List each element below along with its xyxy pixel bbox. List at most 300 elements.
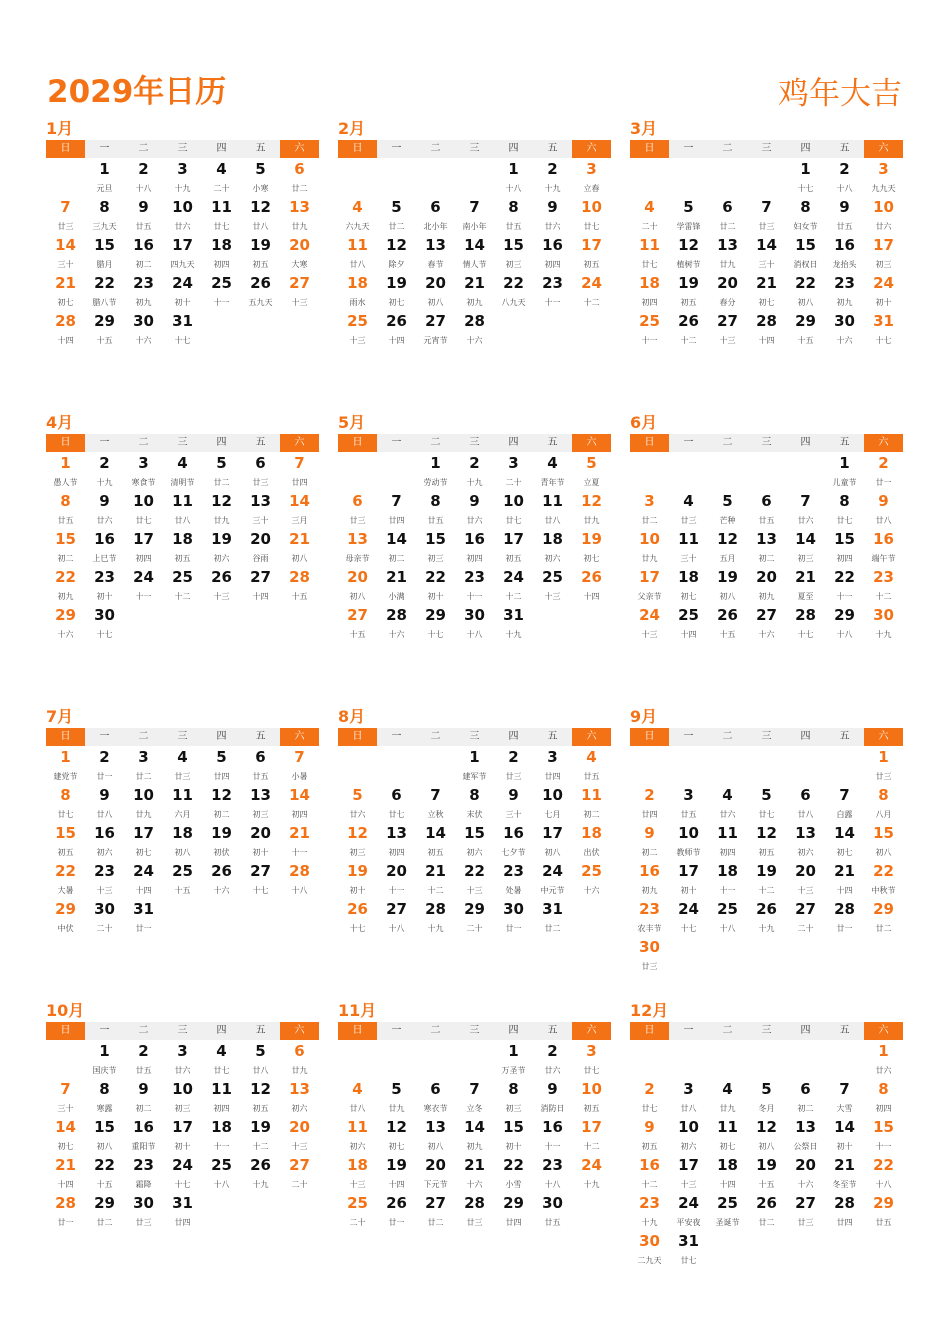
day-cell [163, 529, 202, 567]
day-cell [85, 273, 124, 311]
day-cell [825, 899, 864, 937]
month-title: 12月 [630, 1001, 669, 1020]
day-cell [46, 453, 85, 491]
weekday-label: 三 [747, 434, 786, 452]
day-cell [85, 311, 124, 349]
lunar-label: 三十 [252, 516, 269, 525]
empty-cell [825, 747, 864, 785]
day-grid [338, 1041, 612, 1231]
lunar-label: 春分 [719, 298, 736, 307]
day-number: 12 [347, 824, 368, 842]
day-number: 8 [430, 492, 441, 510]
day-cell [280, 1117, 319, 1155]
month-block [630, 706, 904, 975]
lunar-label: 初三 [427, 554, 444, 563]
lunar-label: 十七 [680, 924, 697, 933]
day-number: 16 [464, 530, 485, 548]
day-number: 13 [250, 786, 271, 804]
day-cell [533, 823, 572, 861]
day-cell [338, 273, 377, 311]
day-cell [455, 747, 494, 785]
day-cell [416, 785, 455, 823]
day-number: 6 [391, 786, 402, 804]
lunar-label: 廿九 [213, 516, 230, 525]
day-number: 9 [138, 1080, 149, 1098]
lunar-label: 廿六 [797, 516, 814, 525]
day-number: 4 [722, 1080, 733, 1098]
day-cell [338, 1155, 377, 1193]
weekday-label: 五 [533, 140, 572, 158]
day-number: 22 [425, 568, 446, 586]
day-number: 18 [717, 862, 738, 880]
day-cell [416, 1155, 455, 1193]
weekday-label: 六 [572, 434, 611, 452]
weekday-label: 日 [630, 728, 669, 746]
lunar-label: 植树节 [676, 260, 701, 269]
weekday-label: 三 [455, 1022, 494, 1040]
day-cell [669, 197, 708, 235]
day-number: 1 [800, 160, 811, 178]
day-number: 22 [795, 274, 816, 292]
day-cell [46, 605, 85, 643]
lunar-label: 元旦 [96, 184, 113, 193]
lunar-label: 二十 [466, 924, 483, 933]
day-cell [124, 1117, 163, 1155]
day-number: 3 [586, 160, 597, 178]
day-number: 7 [294, 748, 305, 766]
lunar-label: 国庆节 [92, 1066, 117, 1075]
day-number: 8 [99, 198, 110, 216]
day-number: 12 [250, 1080, 271, 1098]
lunar-label: 初二 [213, 810, 230, 819]
lunar-label: 廿五 [875, 1218, 892, 1227]
day-number: 4 [644, 198, 655, 216]
day-cell [124, 273, 163, 311]
day-number: 31 [503, 606, 524, 624]
day-number: 30 [133, 312, 154, 330]
lunar-label: 七月 [544, 810, 561, 819]
day-cell [202, 1155, 241, 1193]
lunar-label: 廿六 [466, 516, 483, 525]
day-number: 21 [756, 274, 777, 292]
day-number: 21 [464, 274, 485, 292]
day-cell [630, 1155, 669, 1193]
lunar-label: 廿七 [505, 516, 522, 525]
lunar-label: 廿四 [291, 478, 308, 487]
month-title: 2月 [338, 119, 366, 138]
weekday-label: 日 [338, 1022, 377, 1040]
lunar-label: 寒衣节 [423, 1104, 448, 1113]
day-number: 7 [839, 786, 850, 804]
day-number: 19 [386, 274, 407, 292]
day-cell [786, 197, 825, 235]
day-cell [280, 861, 319, 899]
day-cell [124, 1193, 163, 1231]
day-cell [669, 1231, 708, 1269]
day-number: 19 [756, 862, 777, 880]
day-number: 20 [250, 824, 271, 842]
lunar-label: 初二 [797, 1104, 814, 1113]
lunar-label: 廿七 [641, 1104, 658, 1113]
day-number: 13 [250, 492, 271, 510]
lunar-label: 母亲节 [345, 554, 370, 563]
day-number: 27 [347, 606, 368, 624]
day-cell [124, 899, 163, 937]
day-number: 10 [873, 198, 894, 216]
day-number: 18 [542, 530, 563, 548]
weekday-label: 三 [747, 140, 786, 158]
month-block [338, 118, 612, 349]
weekday-label: 一 [85, 1022, 124, 1040]
day-number: 31 [542, 900, 563, 918]
lunar-label: 十四 [57, 336, 74, 345]
lunar-label: 初五 [758, 848, 775, 857]
day-number: 8 [508, 1080, 519, 1098]
day-cell [669, 605, 708, 643]
empty-cell [747, 159, 786, 197]
lunar-label: 十八 [544, 1180, 561, 1189]
day-number: 26 [250, 274, 271, 292]
lunar-label: 十一 [544, 298, 561, 307]
day-cell [455, 605, 494, 643]
day-number: 6 [430, 198, 441, 216]
day-cell [163, 1117, 202, 1155]
lunar-label: 腊月 [96, 260, 113, 269]
lunar-label: 十六 [466, 1180, 483, 1189]
month-block [46, 706, 320, 937]
lunar-label: 十五 [174, 886, 191, 895]
day-cell [864, 197, 903, 235]
day-number: 30 [133, 1194, 154, 1212]
lunar-label: 大雪 [836, 1104, 853, 1113]
day-grid [630, 1041, 904, 1269]
empty-cell [416, 747, 455, 785]
empty-cell [377, 453, 416, 491]
day-cell [864, 235, 903, 273]
lunar-label: 廿四 [505, 1218, 522, 1227]
day-number: 28 [386, 606, 407, 624]
lunar-label: 十三 [291, 298, 308, 307]
day-cell [747, 785, 786, 823]
day-cell [708, 1079, 747, 1117]
day-cell [572, 159, 611, 197]
day-number: 29 [834, 606, 855, 624]
day-cell [786, 159, 825, 197]
weekday-label: 日 [630, 1022, 669, 1040]
day-number: 16 [133, 236, 154, 254]
lunar-label: 十六 [57, 630, 74, 639]
lunar-label: 十二 [641, 1180, 658, 1189]
lunar-label: 初八 [797, 298, 814, 307]
day-number: 17 [542, 824, 563, 842]
day-number: 23 [834, 274, 855, 292]
day-grid [338, 453, 612, 643]
lunar-label: 廿三 [349, 516, 366, 525]
day-number: 26 [250, 1156, 271, 1174]
day-cell [46, 235, 85, 273]
day-number: 14 [425, 824, 446, 842]
day-cell [630, 529, 669, 567]
day-cell [630, 197, 669, 235]
day-number: 1 [878, 1042, 889, 1060]
lunar-label: 十三 [797, 886, 814, 895]
day-number: 11 [717, 1118, 738, 1136]
empty-cell [825, 1041, 864, 1079]
lunar-label: 初三 [174, 1104, 191, 1113]
lunar-label: 初五 [680, 298, 697, 307]
day-number: 15 [834, 530, 855, 548]
weekday-label: 二 [124, 1022, 163, 1040]
day-cell [85, 823, 124, 861]
lunar-label: 廿一 [96, 772, 113, 781]
day-number: 29 [795, 312, 816, 330]
day-number: 30 [639, 938, 660, 956]
day-cell [572, 1155, 611, 1193]
day-number: 21 [425, 862, 446, 880]
day-cell [455, 273, 494, 311]
day-number: 23 [639, 900, 660, 918]
day-number: 4 [586, 748, 597, 766]
lunar-label: 初六 [680, 1142, 697, 1151]
empty-cell [377, 747, 416, 785]
lunar-label: 大寒 [291, 260, 308, 269]
lunar-label: 下元节 [423, 1180, 448, 1189]
lunar-label: 初十 [875, 298, 892, 307]
lunar-label: 三十 [57, 260, 74, 269]
day-cell [377, 567, 416, 605]
lunar-label: 十五 [797, 336, 814, 345]
day-number: 25 [717, 1194, 738, 1212]
day-cell [124, 491, 163, 529]
weekday-label: 三 [747, 728, 786, 746]
day-number: 4 [216, 160, 227, 178]
day-cell [202, 1079, 241, 1117]
day-number: 5 [216, 454, 227, 472]
day-grid [46, 747, 320, 937]
day-cell [747, 311, 786, 349]
weekday-label: 日 [338, 728, 377, 746]
lunar-label: 十一 [719, 886, 736, 895]
month-block [630, 412, 904, 643]
day-number: 2 [508, 748, 519, 766]
day-number: 19 [250, 1118, 271, 1136]
weekday-label: 三 [455, 728, 494, 746]
empty-cell [747, 747, 786, 785]
lunar-label: 三十 [57, 1104, 74, 1113]
lunar-label: 十九 [252, 1180, 269, 1189]
day-cell [455, 311, 494, 349]
lunar-label: 白露 [836, 810, 853, 819]
day-number: 24 [172, 1156, 193, 1174]
day-number: 3 [508, 454, 519, 472]
lunar-label: 初七 [57, 298, 74, 307]
lunar-label: 廿一 [388, 1218, 405, 1227]
lunar-label: 二十 [641, 222, 658, 231]
day-number: 16 [542, 236, 563, 254]
day-number: 30 [503, 900, 524, 918]
day-cell [708, 605, 747, 643]
lunar-label: 初二 [583, 810, 600, 819]
lunar-label: 十三 [349, 1180, 366, 1189]
day-cell [202, 235, 241, 273]
day-cell [163, 1155, 202, 1193]
lunar-label: 十六 [758, 630, 775, 639]
lunar-label: 三九天 [92, 222, 117, 231]
day-cell [124, 785, 163, 823]
lunar-label: 廿七 [583, 1066, 600, 1075]
weekday-label: 二 [708, 434, 747, 452]
day-cell [280, 453, 319, 491]
lunar-label: 廿三 [680, 516, 697, 525]
lunar-label: 廿三 [875, 772, 892, 781]
lunar-label: 十八 [505, 184, 522, 193]
day-number: 23 [94, 568, 115, 586]
day-number: 15 [795, 236, 816, 254]
day-cell [747, 529, 786, 567]
day-number: 25 [172, 862, 193, 880]
day-number: 1 [99, 160, 110, 178]
day-cell [572, 491, 611, 529]
lunar-label: 廿五 [505, 222, 522, 231]
day-number: 2 [878, 454, 889, 472]
weekday-header [630, 434, 904, 452]
day-number: 12 [211, 492, 232, 510]
weekday-label: 五 [241, 728, 280, 746]
day-number: 23 [542, 1156, 563, 1174]
empty-cell [416, 1041, 455, 1079]
lunar-label: 初八 [349, 592, 366, 601]
day-cell [241, 785, 280, 823]
day-cell [46, 823, 85, 861]
day-number: 26 [581, 568, 602, 586]
day-number: 11 [211, 1080, 232, 1098]
lunar-label: 初五 [252, 260, 269, 269]
weekday-label: 六 [864, 434, 903, 452]
day-cell [864, 567, 903, 605]
day-cell [241, 861, 280, 899]
empty-cell [630, 453, 669, 491]
lunar-label: 初六 [466, 848, 483, 857]
weekday-label: 三 [455, 140, 494, 158]
day-cell [533, 899, 572, 937]
day-number: 15 [464, 824, 485, 842]
weekday-label: 二 [708, 1022, 747, 1040]
day-number: 19 [678, 274, 699, 292]
day-number: 28 [289, 862, 310, 880]
lunar-label: 十四 [388, 336, 405, 345]
day-number: 18 [211, 1118, 232, 1136]
day-number: 20 [250, 530, 271, 548]
lunar-label: 初十 [252, 848, 269, 857]
lunar-label: 廿八 [797, 810, 814, 819]
empty-cell [747, 1041, 786, 1079]
lunar-label: 青年节 [540, 478, 565, 487]
lunar-label: 十八 [719, 924, 736, 933]
calendar-title: 2029年日历 [47, 74, 227, 110]
day-cell [202, 785, 241, 823]
day-cell [669, 273, 708, 311]
day-cell [669, 491, 708, 529]
lunar-label: 廿三 [758, 222, 775, 231]
day-number: 23 [639, 1194, 660, 1212]
weekday-label: 三 [163, 140, 202, 158]
day-number: 21 [55, 274, 76, 292]
day-grid [630, 453, 904, 643]
day-number: 16 [133, 1118, 154, 1136]
empty-cell [455, 1041, 494, 1079]
day-number: 22 [55, 862, 76, 880]
day-cell [825, 1079, 864, 1117]
day-number: 14 [55, 1118, 76, 1136]
lunar-label: 廿六 [875, 1066, 892, 1075]
day-cell [416, 491, 455, 529]
day-number: 31 [678, 1232, 699, 1250]
lunar-label: 廿二 [388, 222, 405, 231]
lunar-label: 妇女节 [793, 222, 818, 231]
day-cell [669, 1155, 708, 1193]
day-number: 9 [138, 198, 149, 216]
lunar-label: 芒种 [719, 516, 736, 525]
day-cell [494, 567, 533, 605]
day-cell [494, 1193, 533, 1231]
lunar-label: 三十 [505, 810, 522, 819]
lunar-label: 初六 [213, 554, 230, 563]
lunar-label: 廿七 [758, 810, 775, 819]
lunar-label: 初九 [758, 592, 775, 601]
day-cell [572, 861, 611, 899]
day-number: 11 [172, 786, 193, 804]
day-cell [202, 1041, 241, 1079]
day-number: 8 [60, 786, 71, 804]
day-number: 17 [172, 236, 193, 254]
lunar-label: 龙抬头 [832, 260, 857, 269]
lunar-label: 消防日 [540, 1104, 565, 1113]
day-number: 9 [644, 1118, 655, 1136]
day-number: 9 [839, 198, 850, 216]
day-number: 24 [172, 274, 193, 292]
day-cell [494, 1117, 533, 1155]
weekday-label: 五 [825, 728, 864, 746]
day-number: 3 [878, 160, 889, 178]
day-cell [163, 453, 202, 491]
weekday-label: 二 [708, 140, 747, 158]
day-cell [338, 1079, 377, 1117]
lunar-label: 十四 [135, 886, 152, 895]
day-number: 27 [386, 900, 407, 918]
day-cell [825, 785, 864, 823]
day-number: 6 [255, 454, 266, 472]
weekday-label: 五 [241, 1022, 280, 1040]
day-number: 2 [547, 160, 558, 178]
day-number: 11 [347, 1118, 368, 1136]
day-number: 5 [761, 786, 772, 804]
day-cell [669, 899, 708, 937]
day-cell [163, 311, 202, 349]
day-cell [533, 453, 572, 491]
day-cell [377, 605, 416, 643]
day-number: 14 [464, 236, 485, 254]
day-cell [708, 197, 747, 235]
weekday-label: 五 [825, 140, 864, 158]
lunar-label: 廿九 [135, 810, 152, 819]
lunar-label: 初七 [57, 1142, 74, 1151]
day-number: 2 [469, 454, 480, 472]
day-number: 12 [250, 198, 271, 216]
day-cell [455, 785, 494, 823]
lunar-label: 廿二 [291, 184, 308, 193]
lunar-label: 初二 [135, 1104, 152, 1113]
lunar-label: 廿三 [57, 222, 74, 231]
